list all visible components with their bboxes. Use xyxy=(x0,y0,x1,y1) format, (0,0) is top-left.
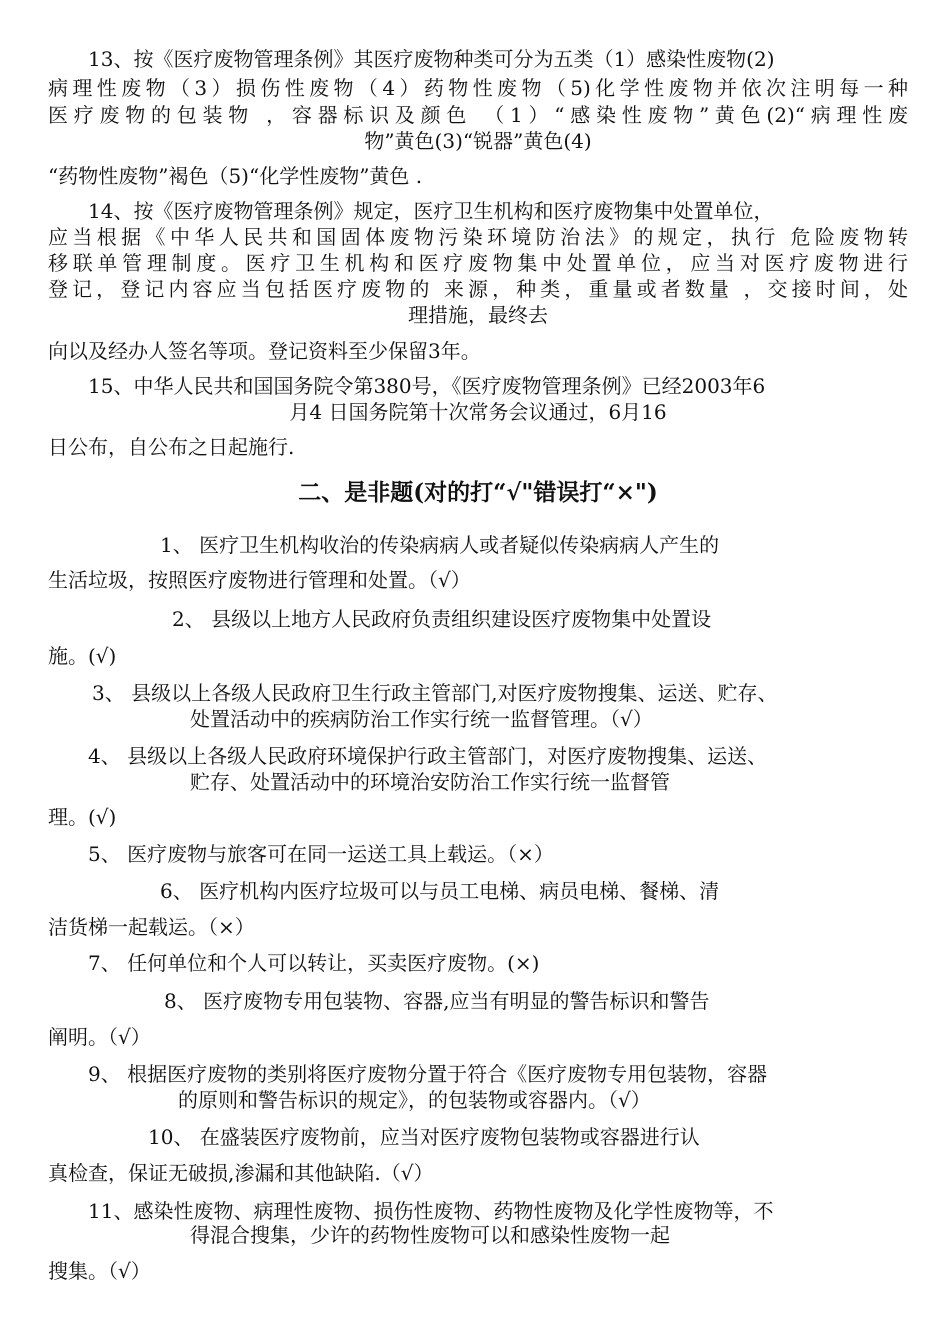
tf-item-11-line-2: 得混合搜集，少许的药物性废物可以和感染性废物一起 xyxy=(190,1223,670,1247)
tf-item-6-line-1: 6、 医疗机构内医疗垃圾可以与员工电梯、病员电梯、餐梯、清 xyxy=(160,879,720,903)
q15-line-1: 15、中华人民共和国国务院令第380号，《医疗废物管理条例》已经2003年6 xyxy=(88,374,766,398)
q13-line-4: 物”黄色(3)“锐器”黄色(4) xyxy=(364,129,592,153)
tf-item-3-line-2: 处置活动中的疾病防治工作实行统一监督管理。（√） xyxy=(190,707,653,731)
tf-item-10-line-2: 真检查，保证无破损,渗漏和其他缺陷.（√） xyxy=(48,1161,434,1185)
tf-item-7: 7、 任何单位和个人可以转让，买卖医疗废物。(×) xyxy=(88,951,540,975)
tf-item-10-line-1: 10、 在盛装医疗废物前，应当对医疗废物包装物或容器进行认 xyxy=(148,1125,700,1149)
q15-line-3: 日公布，自公布之日起施行. xyxy=(48,435,295,459)
q14-line-6: 向以及经办人签名等项。登记资料至少保留3年。 xyxy=(48,339,481,363)
tf-item-9-line-2: 的原则和警告标识的规定》，的包装物或容器内。（√） xyxy=(178,1088,651,1112)
q14-line-3: 移联单管理制度。医疗卫生机构和医疗废物集中处置单位，应当对医疗废物进行 xyxy=(48,251,908,275)
tf-item-9-line-1: 9、 根据医疗废物的类别将医疗废物分置于符合《医疗废物专用包装物，容器 xyxy=(88,1062,768,1086)
tf-item-1-line-2: 生活垃圾，按照医疗废物进行管理和处置。（√） xyxy=(48,568,471,592)
q13-line-2: 病理性废物（3）损伤性废物（4）药物性废物（5)化学性废物并依次注明每一种 xyxy=(48,76,908,100)
section-heading: 二、是非题(对的打“√"错误打“×") xyxy=(298,479,658,506)
tf-item-11-line-3: 搜集。（√） xyxy=(48,1259,151,1283)
q14-line-4: 登记，登记内容应当包括医疗废物的 来源，种类，重量或者数量 ，交接时间，处 xyxy=(48,277,908,301)
q13-line-1: 13、按《医疗废物管理条例》其医疗废物种类可分为五类（1）感染性废物(2) xyxy=(88,47,775,71)
tf-item-4-line-1: 4、 县级以上各级人民政府环境保护行政主管部门，对医疗废物搜集、运送、 xyxy=(88,744,768,768)
tf-item-8-line-1: 8、 医疗废物专用包装物、容器,应当有明显的警告标识和警告 xyxy=(164,989,710,1013)
q13-line-5: “药物性废物”褐色（5)“化学性废物”黄色 . xyxy=(48,164,423,188)
tf-item-6-line-2: 洁货梯一起载运。（×） xyxy=(48,915,255,939)
q15-line-2: 月4 日国务院第十次常务会议通过，6月16 xyxy=(289,400,667,424)
q14-line-2: 应当根据《中华人民共和国固体废物污染环境防治法》的规定，执行 危险废物转 xyxy=(48,225,908,249)
tf-item-11-line-1: 11、感染性废物、病理性废物、损伤性废物、药物性废物及化学性废物等，不 xyxy=(88,1199,774,1223)
q13-line-3: 医疗废物的包装物 ，容器标识及颜色 （1）“感染性废物”黄色(2)“病理性废 xyxy=(48,103,908,127)
q14-line-1: 14、按《医疗废物管理条例》规定，医疗卫生机构和医疗废物集中处置单位， xyxy=(88,199,774,223)
tf-item-2-line-1: 2、 县级以上地方人民政府负责组织建设医疗废物集中处置设 xyxy=(172,607,712,631)
tf-item-1-line-1: 1、 医疗卫生机构收治的传染病病人或者疑似传染病病人产生的 xyxy=(160,533,720,557)
tf-item-2-line-2: 施。(√) xyxy=(48,644,117,668)
tf-item-3-line-1: 3、 县级以上各级人民政府卫生行政主管部门,对医疗废物搜集、运送、贮存、 xyxy=(92,681,778,705)
tf-item-4-line-2: 贮存、处置活动中的环境治安防治工作实行统一监督管 xyxy=(190,770,670,794)
tf-item-8-line-2: 阐明。（√） xyxy=(48,1025,151,1049)
tf-item-5: 5、 医疗废物与旅客可在同一运送工具上载运。（×） xyxy=(88,842,554,866)
q14-line-5: 理措施，最终去 xyxy=(408,303,548,327)
tf-item-4-line-3: 理。(√) xyxy=(48,805,117,829)
